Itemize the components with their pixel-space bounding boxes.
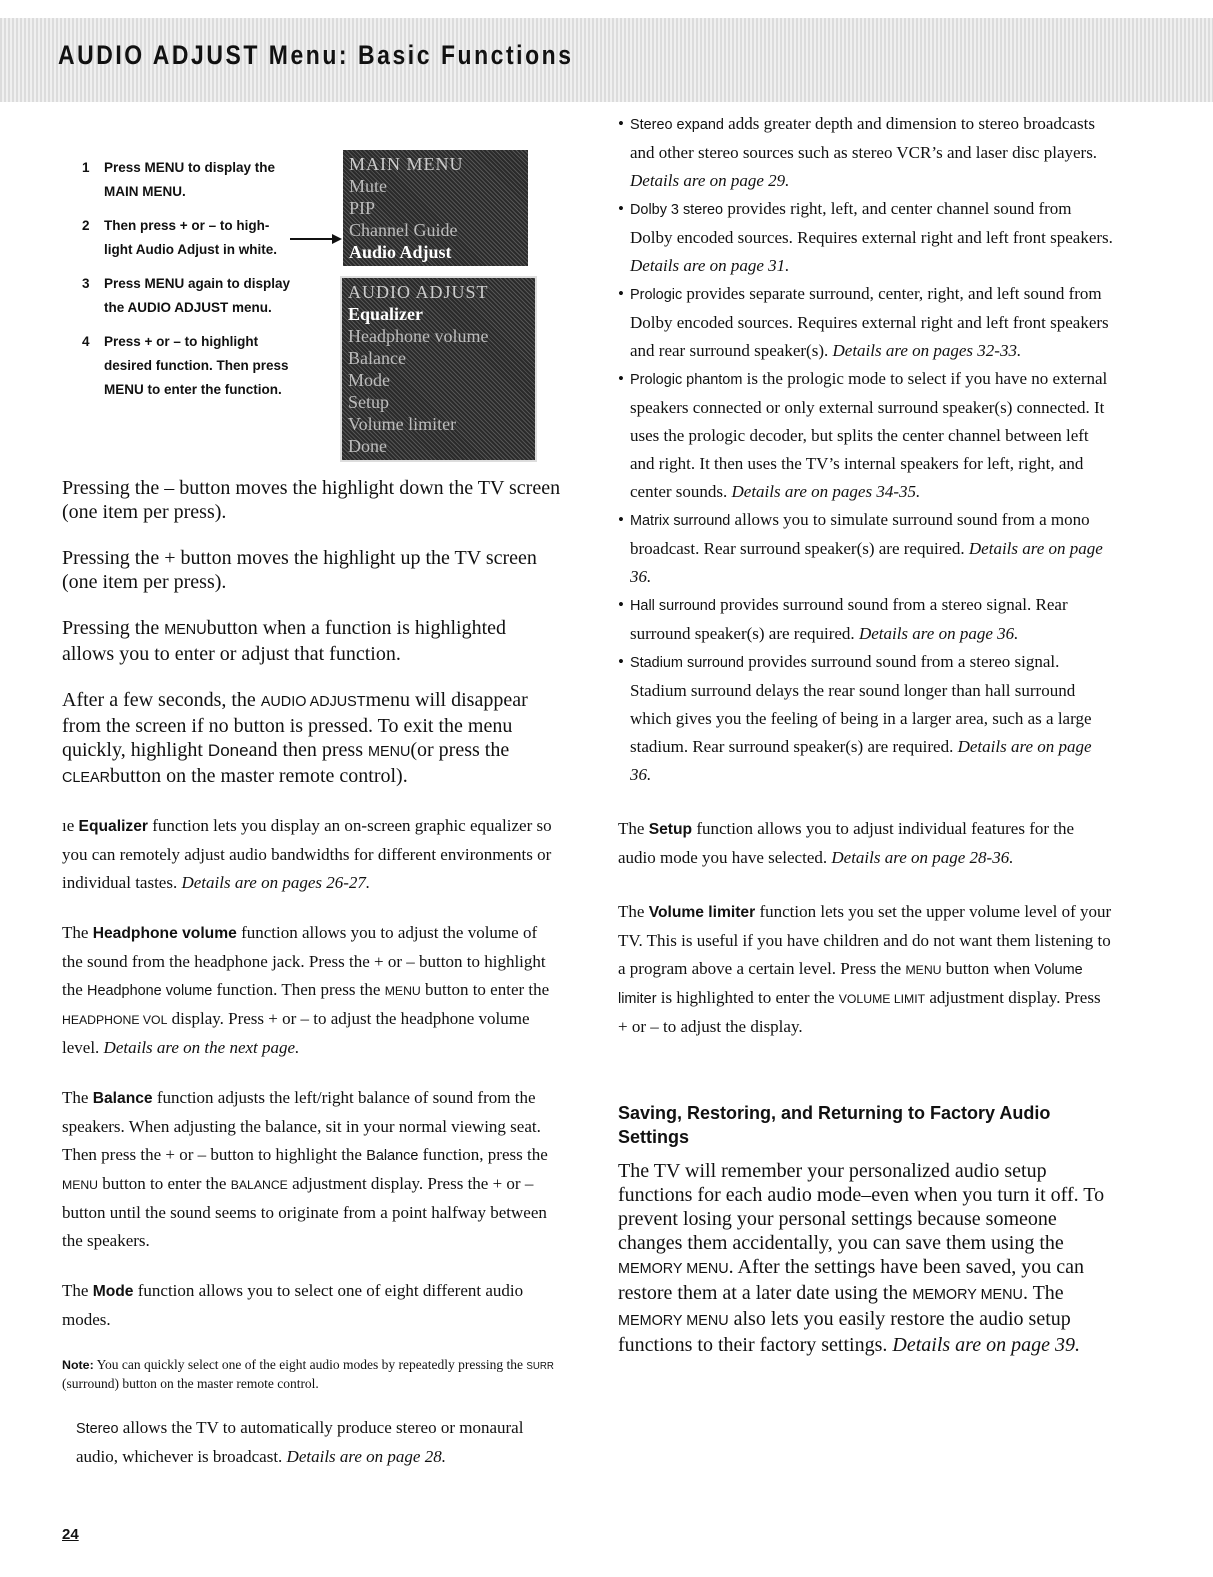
text-run: (or press the	[410, 739, 510, 761]
text-run: provides surround sound from a stereo signal. Stadium surround delays the rear sound longer than hall surround which gives you the feeling of being in a larger area, such as a large stadium. Rear surround speaker(s) are required.	[630, 652, 1092, 756]
details-reference: Details are on page 39.	[892, 1334, 1080, 1356]
text-run: The TV will remember your personalized audio setup functions for each audio mode–even when you turn it off. To prevent losing your personal settings because someone changes them accidentally, you can save them using the	[618, 1160, 1105, 1254]
text-run: button when	[941, 959, 1035, 978]
main-menu-screenshot	[343, 150, 528, 266]
text-run: MENU	[367, 744, 411, 760]
text-run: and then press	[248, 739, 368, 761]
text-run: function. Then press the	[212, 980, 385, 999]
text-run: provides separate surround, center, right, and left sound from Dolby encoded sources. Requires external right and left front speakers and rear surround speaker(s).	[630, 284, 1109, 360]
text-run: Hall surround	[630, 598, 716, 614]
text-run: Volume limiter	[648, 904, 756, 921]
text-run: VOLUME LIMIT	[838, 992, 926, 1006]
details-reference: Details are on page 36.	[630, 737, 1092, 784]
text-run: Stereo expand	[630, 117, 724, 133]
text-run: Note:	[62, 1358, 94, 1372]
step-item	[82, 214, 297, 262]
text-run: Prologic phantom	[630, 372, 743, 388]
menu-item: Volume limiter	[348, 414, 457, 434]
audio-adjust-menu-screenshot	[340, 276, 537, 462]
text-run: Equalizer	[78, 818, 148, 835]
text-run: (surround) button on the master remote control.	[62, 1376, 319, 1391]
text-run: function allows you to adjust individual features for the audio mode you have selected.	[618, 819, 1075, 867]
text-run: is the prologic mode to select if you have no external speakers connected or only external surround speaker(s) connected. It uses the prologic decoder, but splits the center channel between left and right. It then uses the TV’s internal speakers for left, right, and center sounds.	[630, 369, 1108, 501]
paragraph	[618, 648, 1113, 789]
paragraph	[618, 591, 1113, 648]
text-run: provides surround sound from a stereo signal. Rear surround speaker(s) are required.	[630, 595, 1068, 643]
text-run: . The	[1022, 1282, 1064, 1304]
text-run: You can quickly select one of the eight audio modes by repeatedly pressing the	[93, 1357, 527, 1372]
text-run: After a few seconds, the	[62, 689, 261, 711]
step-text: Press + or – to highlight desired function. Then press MENU to enter the function.	[104, 334, 289, 397]
text-run: is highlighted to enter the	[656, 988, 839, 1007]
menu-item: Setup	[348, 392, 390, 412]
paragraph	[618, 365, 1113, 506]
details-reference: Details are on pages 34-35.	[731, 482, 921, 501]
details-reference: Details are on page 31.	[630, 256, 790, 275]
menu-title: AUDIO ADJUST	[348, 282, 489, 302]
details-reference: Details are on page 36.	[858, 624, 1019, 643]
paragraph	[62, 616, 562, 666]
text-run: also lets you easily restore the audio setup functions to their factory settings.	[618, 1308, 1071, 1356]
right-column	[618, 110, 1113, 1357]
page-number: 24	[62, 1526, 79, 1543]
menu-title: MAIN MENU	[349, 154, 464, 174]
step-text: Then press + or – to high-light Audio Adjust in white.	[104, 218, 277, 257]
text-run: The	[618, 819, 649, 838]
paragraph	[618, 815, 1113, 872]
arrow-icon	[290, 238, 338, 240]
text-run: MENU	[384, 984, 421, 998]
details-reference: Details are on pages 26-27.	[181, 873, 371, 892]
text-run: MEMORY MENU	[618, 1261, 729, 1277]
text-run: Pressing the – button moves the highlight down the TV screen (one item per press).	[62, 477, 561, 523]
text-run: function lets you display an on-screen graphic equalizer so you can remotely adjust audio bandwidths for different environments or individual tastes.	[62, 816, 552, 892]
details-reference: Details are on page 28.	[286, 1447, 446, 1466]
menu-item: Audio Adjust	[349, 242, 452, 262]
text-run: BALANCE	[230, 1178, 288, 1192]
text-run: HEADPHONE VOL	[62, 1013, 168, 1027]
text-run: button to enter the	[98, 1174, 231, 1193]
text-run: The	[618, 902, 649, 921]
text-run: Balance	[366, 1148, 419, 1164]
text-run: function allows you to select one of eight different audio modes.	[62, 1281, 524, 1329]
step-number: 4	[82, 334, 90, 349]
details-reference: Details are on page 28-36.	[831, 848, 1014, 867]
step-item	[82, 330, 297, 402]
paragraph	[62, 1356, 562, 1392]
paragraph	[62, 476, 562, 524]
text-run: Prologic	[630, 287, 683, 303]
text-run: The	[62, 1281, 93, 1300]
menu-item: Mute	[349, 176, 387, 196]
menu-item: PIP	[349, 198, 376, 218]
text-run: Dolby 3 stereo	[630, 202, 724, 218]
menu-item: Equalizer	[348, 304, 423, 324]
step-number: 2	[82, 218, 90, 233]
text-run: AUDIO ADJUST	[260, 694, 366, 710]
menu-item: Headphone volume	[348, 326, 489, 346]
paragraph	[618, 1159, 1113, 1357]
text-run: adjustment display. Press + or – to adjust the display.	[618, 988, 1101, 1036]
paragraph	[62, 1277, 562, 1334]
steps-list	[82, 156, 297, 412]
text-run: ⁠Stereo	[76, 1421, 119, 1437]
paragraph	[618, 506, 1113, 591]
page-title: AUDIO ADJUST Menu: Basic Functions	[58, 40, 574, 70]
text-run: The	[62, 923, 93, 942]
step-item	[82, 156, 297, 204]
paragraph	[62, 919, 562, 1062]
details-reference: Details are on the next page.	[103, 1038, 300, 1057]
details-reference: Details are on page 29.	[630, 171, 790, 190]
text-run: Mode	[92, 1283, 134, 1300]
text-run: Balance	[92, 1090, 153, 1107]
text-run: Pressing the	[62, 617, 165, 639]
text-run: Headphone volume	[92, 925, 237, 942]
text-run: Setup	[648, 821, 693, 838]
text-run: MENU	[62, 1178, 99, 1192]
paragraph	[618, 280, 1113, 365]
text-run: function lets you set the upper volume level of your TV. This is useful if you have children and do not want them listening to a program above a certain level. Press the	[618, 902, 1112, 978]
menu-item: Mode	[348, 370, 390, 390]
details-reference: Details are on page 36.	[630, 539, 1103, 586]
text-run: display. Press + or – to adjust the headphone volume level.	[62, 1009, 530, 1057]
text-run: function allows you to adjust the volume of the sound from the headphone jack. Press the + or – button to highlight the	[62, 923, 546, 999]
text-run: Pressing the + button moves the highlight up the TV screen (one item per press).	[62, 547, 537, 593]
text-run: . After the settings have been saved, you can restore them at a later date using the	[618, 1256, 1085, 1304]
details-reference: Details are on pages 32-33.	[832, 341, 1022, 360]
step-item	[82, 272, 297, 320]
text-run: allows the TV to automatically produce stereo or monaural audio, whichever is broadcast.	[76, 1418, 524, 1466]
text-run: Stadium surround	[630, 655, 744, 671]
text-run: Headphone volume	[87, 983, 213, 999]
step-text: Press MENU again to display the AUDIO ADJUST menu.	[104, 276, 291, 315]
paragraph	[62, 812, 562, 897]
paragraph	[618, 110, 1113, 195]
paragraph	[76, 1414, 562, 1471]
left-column	[62, 476, 562, 1471]
text-run: The	[62, 1088, 93, 1107]
menu-item: Balance	[348, 348, 406, 368]
text-run: function, press the	[418, 1145, 548, 1164]
text-run: allows you to simulate surround sound from a mono broadcast. Rear surround speaker(s) are required.	[630, 510, 1090, 558]
paragraph	[62, 546, 562, 594]
step-number: 1	[82, 160, 90, 175]
text-run: ıe	[62, 816, 79, 835]
text-run: MEMORY MENU	[912, 1287, 1023, 1303]
paragraph	[62, 1084, 562, 1255]
text-run: CLEAR	[62, 770, 110, 786]
text-run: Matrix surround	[630, 513, 731, 529]
text-run: button to enter the	[420, 980, 550, 999]
text-run: Volume limiter	[618, 962, 1083, 1007]
paragraph	[618, 195, 1113, 280]
menu-item: Done	[348, 436, 387, 456]
menu-item: Channel Guide	[349, 220, 458, 240]
text-run: button on the master remote control).	[110, 765, 408, 787]
text-run: MENU	[164, 622, 207, 638]
text-run: SURR	[526, 1361, 554, 1372]
saving-heading: Saving, Restoring, and Returning to Factory Audio Settings	[618, 1103, 1051, 1147]
text-run: button when a function is highlighted allows you to enter or adjust that function.	[62, 617, 506, 665]
text-run: provides right, left, and center channel sound from Dolby encoded sources. Requires external right and left front speakers.	[630, 199, 1113, 247]
text-run: MENU	[905, 963, 942, 977]
text-run: adds greater depth and dimension to stereo broadcasts and other stereo sources such as stereo VCR’s and laser disc players.	[630, 114, 1098, 162]
text-run: MEMORY MENU	[618, 1313, 729, 1329]
text-run: menu will disappear from the screen if no button is pressed. To exit the menu quickly, highlight	[62, 689, 528, 761]
text-run: function adjusts the left/right balance of sound from the speakers. When adjusting the balance, sit in your normal viewing seat. Then press the + or – button to highlight the	[62, 1088, 541, 1164]
paragraph	[62, 688, 562, 790]
paragraph	[618, 898, 1113, 1041]
step-number: 3	[82, 276, 90, 291]
step-text: Press MENU to display the MAIN MENU.	[104, 160, 276, 199]
text-run: adjustment display. Press the + or – button until the sound seems to originate from a point halfway between the speakers.	[62, 1174, 547, 1250]
text-run: Done	[207, 741, 249, 760]
